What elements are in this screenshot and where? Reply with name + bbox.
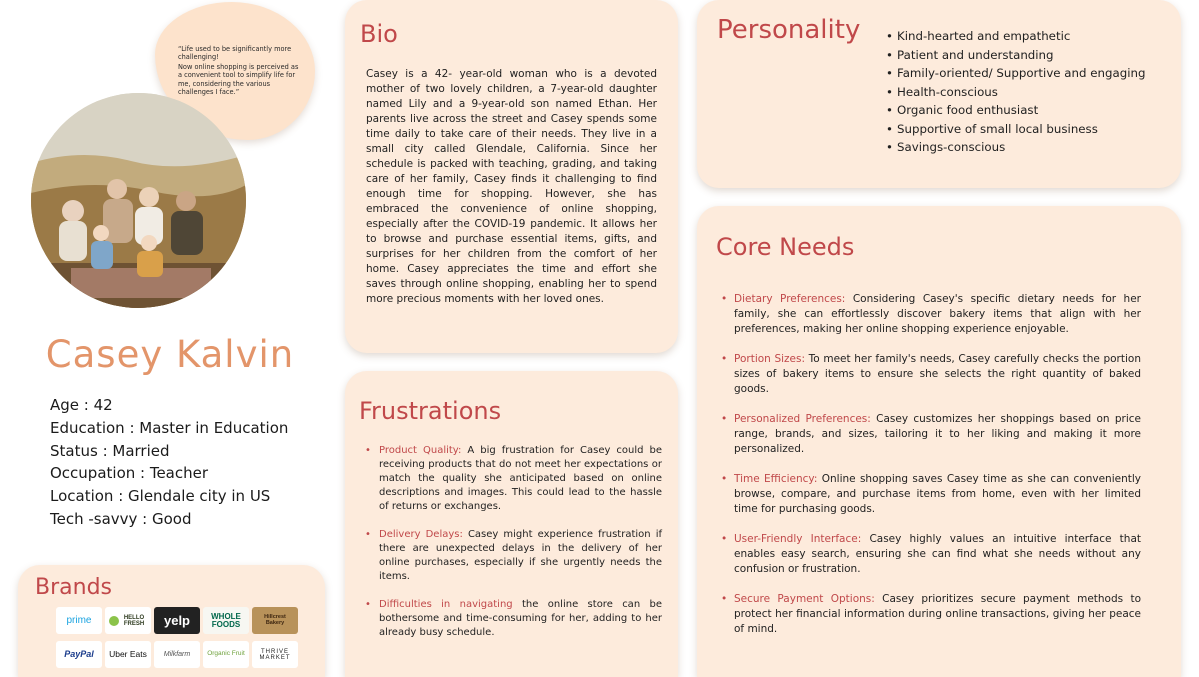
brand-logo-prime: prime: [56, 607, 102, 634]
quote-line-2: Now online shopping is perceived as a convenient tool to simplify life for me, considering the various challenges I face.”: [178, 62, 299, 97]
brand-logo-paypal: PayPal: [56, 641, 102, 668]
brand-logo-wholefoods: WHOLE FOODS: [203, 607, 249, 634]
fact-education: Education : Master in Education: [50, 418, 289, 437]
brand-logo-thrive: THRIVE MARKET: [252, 641, 298, 668]
bio-card: [345, 0, 678, 353]
bio-title: Bio: [360, 20, 398, 48]
list-item: • Secure Payment Options: Casey prioritizes secure payment methods to protect her financial information during online transactions, giving her peace of mind.: [734, 592, 1141, 637]
core-needs-list: [734, 292, 1141, 652]
fact-occupation: Occupation : Teacher: [50, 464, 209, 483]
list-item: • Supportive of small local business: [897, 120, 1145, 139]
frustrations-card: [345, 371, 678, 677]
quote-text: [178, 45, 303, 96]
brand-logo-bakery: Hillcrest Bakery: [252, 607, 298, 634]
list-item: • Savings-conscious: [897, 138, 1145, 157]
brand-logo-yelp: yelp: [154, 607, 200, 634]
list-item: • Personalized Preferences: Casey customizes her shoppings based on price range, brands, and sizes, tailoring it to her liking and making it more personalized.: [734, 412, 1141, 457]
brands-card: [18, 565, 325, 677]
list-item: • Organic food enthusiast: [897, 101, 1145, 120]
persona-facts: [50, 394, 288, 531]
personality-list: [897, 27, 1145, 157]
list-item: • Health-conscious: [897, 83, 1145, 102]
fact-location: Location : Glendale city in US: [50, 487, 271, 506]
personality-title: Personality: [717, 15, 861, 45]
fact-age: Age : 42: [50, 396, 113, 414]
list-item: • Dietary Preferences: Considering Casey's specific dietary needs for her family, she can effortlessly discover bakery items that align with her preferences, making her online shopping experience enjoyable.: [734, 292, 1141, 337]
core-needs-card: [697, 206, 1181, 677]
list-item: • Family-oriented/ Supportive and engaging: [897, 64, 1145, 83]
core-needs-title: Core Needs: [716, 233, 855, 261]
brand-logo-hellofresh: HELLO FRESH: [105, 607, 151, 634]
brand-logo-milkfarm: Milkfarm: [154, 641, 200, 668]
list-item: • User-Friendly Interface: Casey highly values an intuitive interface that enables easy search, ensuring she can find what she needs without any confusion or frustration.: [734, 532, 1141, 577]
bio-text: Casey is a 42- year-old woman who is a devoted mother of two lovely children, a 7-year-old daughter named Lily and a 9-year-old son named Ethan. Her parents live across the street and Casey spends some time daily to take care of their needs. They live in a small city called Glendale, California. Since her schedule is packed with teaching, grading, and taking care of her family, Casey finds it challenging to find enough time for shopping. However, she has embraced the convenience of online shopping, especially after the COVID-19 pandemic. It allows her to browse and purchase essential items, gifts, and surprises for her children from the comfort of her home. Casey appreciates the time and effort she saves through online shopping, enabling her to spend more precious moments with her loved ones.: [366, 68, 657, 305]
fact-tech-savvy: Tech -savvy : Good: [50, 509, 192, 528]
list-item: • Delivery Delays: Casey might experience frustration if there are unexpected delays in the delivery of her online purchases, especially if she urgently needs the items.: [379, 528, 662, 584]
list-item: • Difficulties in navigating the online store can be bothersome and time-consuming for her, adding to her already busy schedule.: [379, 598, 662, 640]
list-item: • Time Efficiency: Online shopping saves Casey time as she can conveniently browse, compare, and purchase items from home, even with her limited time for purchasing goods.: [734, 472, 1141, 517]
list-item: • Portion Sizes: To meet her family's needs, Casey carefully checks the portion sizes of bakery items to ensure she selects the right quantity of baked goods.: [734, 352, 1141, 397]
brand-logo-organic-fruit: Organic Fruit: [203, 641, 249, 668]
personality-card: [697, 0, 1181, 188]
list-item: • Kind-hearted and empathetic: [897, 27, 1145, 46]
list-item: • Patient and understanding: [897, 46, 1145, 65]
fact-status: Status : Married: [50, 441, 170, 460]
list-item: • Product Quality: A big frustration for Casey could be receiving products that do not meet her expectations or match the quality she anticipated based on online descriptions and images. This could lead to the hassle of returns or exchanges.: [379, 444, 662, 514]
brand-logo-ubereats: Uber Eats: [105, 641, 151, 668]
quote-line-1: “Life used to be significantly more challenging!: [178, 45, 292, 62]
frustrations-title: Frustrations: [359, 397, 502, 425]
brands-title: Brands: [35, 575, 112, 600]
family-photo: [31, 93, 246, 308]
persona-name: Casey Kalvin: [45, 333, 295, 376]
frustrations-list: [379, 444, 662, 654]
